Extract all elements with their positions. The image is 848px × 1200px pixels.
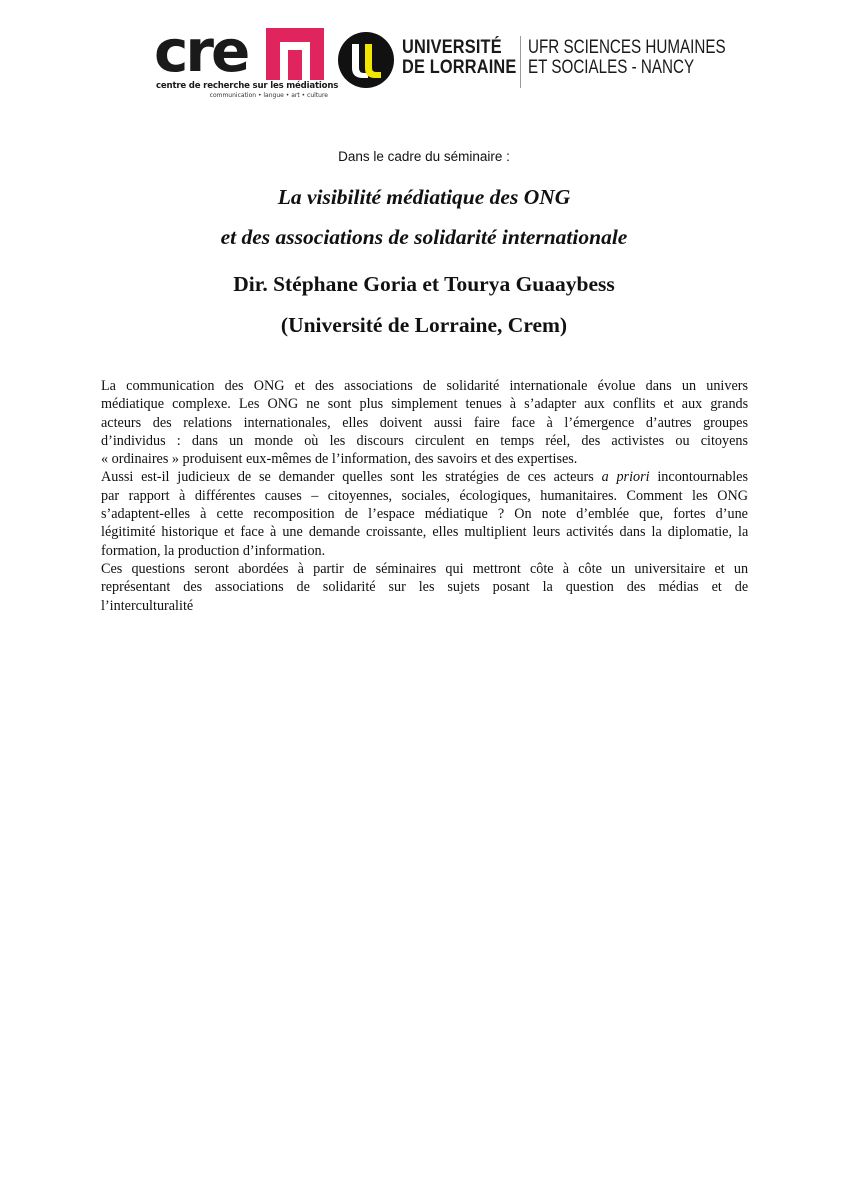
text-line: s’adaptent-elles à cette recomposition de l’espace médiatique ? On note d’emblée que, fortes d’une	[101, 506, 748, 523]
paragraph-2	[101, 468, 748, 559]
text-line: par rapport à différentes causes – citoyennes, sociales, écologiques, humanitaires. Comment les ONG	[101, 487, 748, 504]
text-line	[101, 468, 748, 486]
text-line: « ordinaires » produisent eux-mêmes de l’information, des savoirs et des expertises.	[101, 451, 578, 468]
universite-name-line1: UNIVERSITÉ	[402, 37, 502, 58]
text-segment: Aussi est-il judicieux de se demander quelles sont les stratégies de ces acteurs	[101, 469, 594, 486]
text-line: l’interculturalité	[101, 597, 194, 614]
text-line: d’individus : dans un monde où les discours circulent en temps réel, des activistes ou citoyens	[101, 432, 748, 449]
seminar-affiliation: (Université de Lorraine, Crem)	[280, 313, 568, 337]
crem-logo-m-mark	[266, 28, 324, 80]
text-line: médiatique complexe. Les ONG ne sont plus simplement tenues à s’adapter aux conflits et aux grands	[101, 396, 749, 413]
universite-name-line2: DE LORRAINE	[402, 57, 517, 78]
crem-logo-tagline: centre de recherche sur les médiations	[156, 81, 339, 91]
seminar-title-line2: et des associations de solidarité internationale	[220, 225, 628, 249]
paragraph-3	[101, 560, 748, 615]
ufr-name-line1: UFR SCIENCES HUMAINES	[528, 37, 726, 58]
text-line: La communication des ONG et des associations de solidarité internationale évolue dans un univers	[101, 378, 748, 394]
paragraph-1	[101, 377, 748, 468]
universite-name	[402, 38, 516, 78]
text-segment: incontournables	[657, 469, 748, 486]
text-line: formation, la production d’information.	[101, 542, 326, 559]
text-line: représentant des associations de solidarité sur les sujets posant la question des médias et de	[101, 579, 749, 596]
text-line: Ces questions seront abordées à partir de séminaires qui mettront côte à côte un universitaire et un	[101, 560, 749, 577]
seminar-directors: Dir. Stéphane Goria et Tourya Guaaybess	[233, 272, 615, 296]
logo-divider	[520, 36, 521, 88]
seminar-description	[101, 377, 748, 615]
seminar-title-line1: La visibilité médiatique des ONG	[277, 185, 571, 209]
seminar-intro: Dans le cadre du séminaire :	[338, 149, 510, 164]
text-line: acteurs des relations internationales, elles doivent aussi faire face à l’émergence d’autres groupes	[101, 414, 748, 431]
header-logos	[150, 17, 726, 102]
ufr-name	[528, 38, 726, 78]
text-line: légitimité historique et face à une demande croissante, elles multiplient leurs activités dans la diplomatie, la	[101, 524, 749, 541]
ufr-name-line2: ET SOCIALES - NANCY	[528, 57, 695, 78]
universite-de-lorraine-logo	[338, 32, 726, 94]
universite-lorraine-emblem-icon	[338, 32, 394, 88]
crem-logo	[154, 17, 339, 102]
crem-logo-wordmark: cre	[154, 17, 248, 85]
crem-m-inner	[288, 50, 302, 80]
crem-logo-subtagline: communication • langue • art • culture	[209, 92, 328, 99]
italic-phrase: a priori	[601, 469, 650, 486]
